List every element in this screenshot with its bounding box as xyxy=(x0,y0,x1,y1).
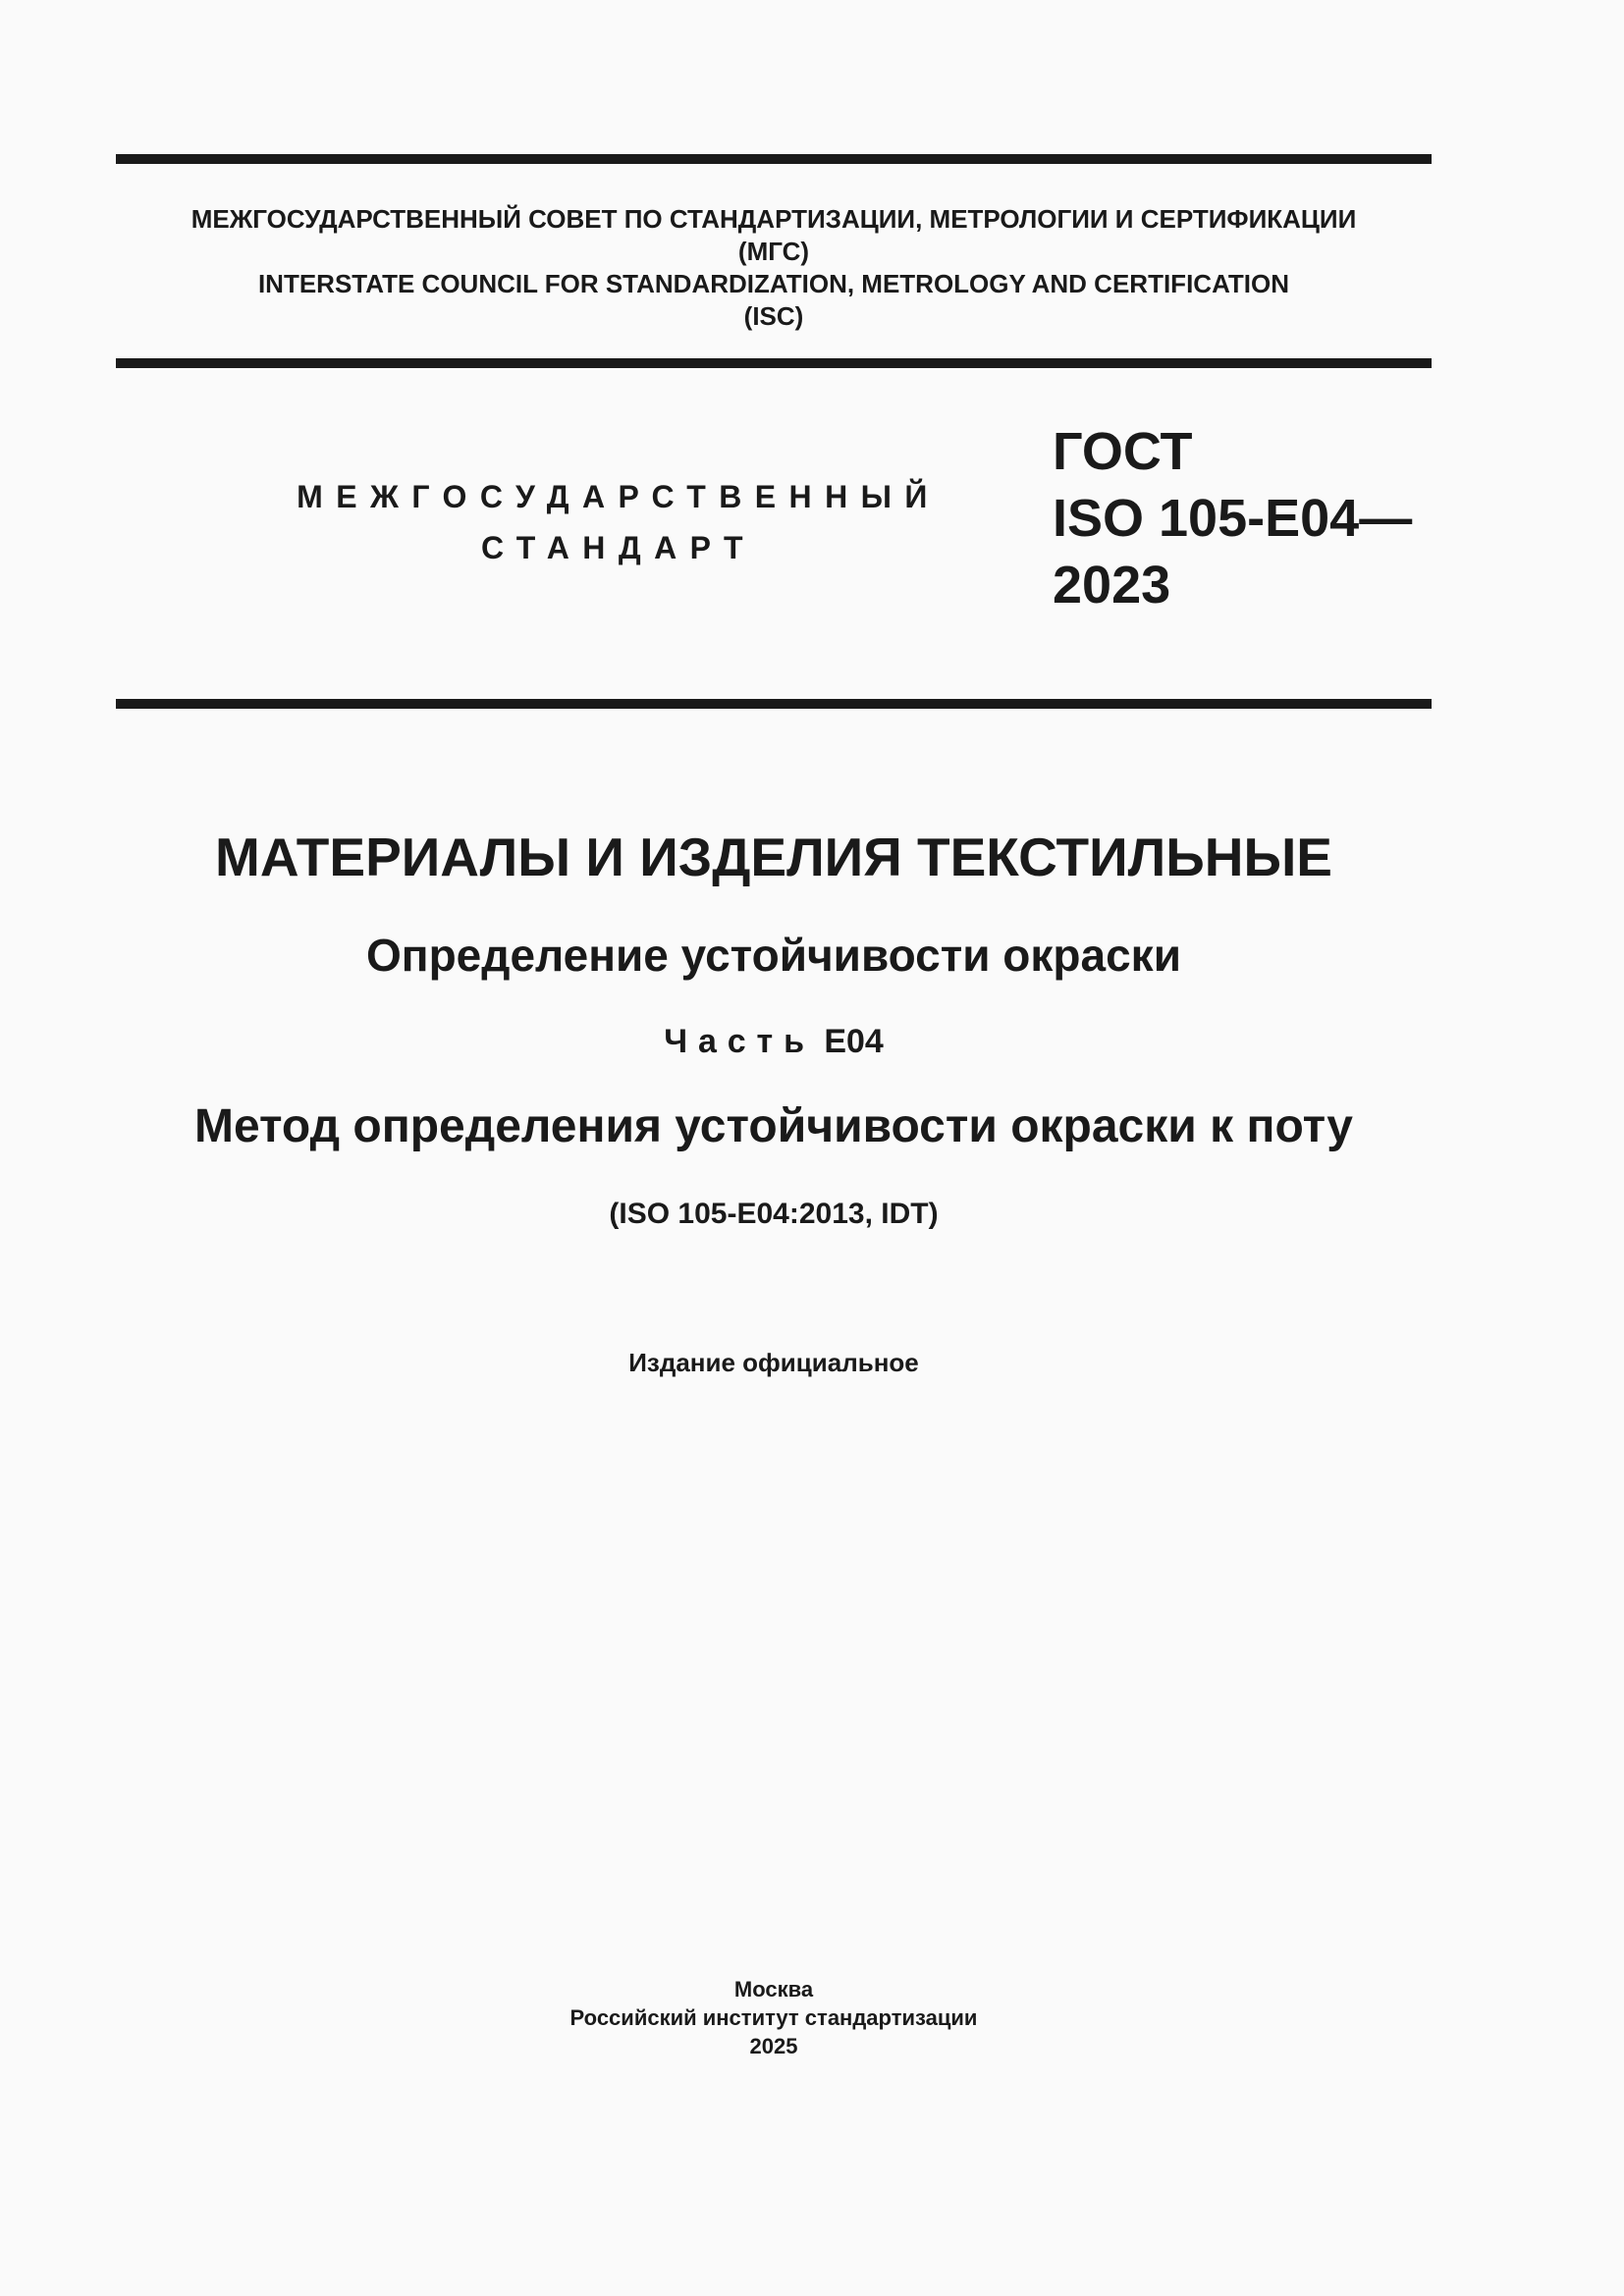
council-name-en: INTERSTATE COUNCIL FOR STANDARDIZATION, METROLOGY AND CERTIFICATION xyxy=(257,269,1290,298)
council-abbr-ru: (МГС) xyxy=(737,237,810,266)
edition-label: Издание официальное xyxy=(628,1348,919,1377)
gost-line3: 2023 xyxy=(1053,556,1171,614)
council-block xyxy=(116,203,1432,333)
part-word: Часть xyxy=(664,1023,815,1060)
document-title: МАТЕРИАЛЫ И ИЗДЕЛИЯ ТЕКСТИЛЬНЫЕ xyxy=(215,827,1332,887)
standard-type-line2: СТАНДАРТ xyxy=(481,530,756,565)
publisher-name: Российский институт стандартизации xyxy=(569,2005,978,2030)
council-abbr-en: (ISC) xyxy=(743,301,804,331)
gost-designation xyxy=(1053,418,1412,618)
top-rule xyxy=(116,154,1432,164)
publication-info xyxy=(116,1975,1432,2060)
gost-line2: ISO 105-E04— xyxy=(1053,489,1413,548)
council-name-ru: МЕЖГОСУДАРСТВЕННЫЙ СОВЕТ ПО СТАНДАРТИЗАЦИИ, МЕТРОЛОГИИ И СЕРТИФИКАЦИИ xyxy=(190,204,1357,234)
document-part xyxy=(116,1021,1432,1062)
iso-reference: (ISO 105-E04:2013, IDT) xyxy=(609,1198,939,1230)
standard-type-line1: МЕЖГОСУДАРСТВЕННЫЙ xyxy=(297,479,941,514)
publication-city: Москва xyxy=(733,1977,814,2002)
header-bottom-rule xyxy=(116,358,1432,368)
standard-type xyxy=(295,471,943,573)
method-title: Метод определения устойчивости окраски к поту xyxy=(194,1100,1353,1152)
designation-bottom-rule xyxy=(116,699,1432,709)
document-subtitle: Определение устойчивости окраски xyxy=(366,930,1181,981)
gost-line1: ГОСТ xyxy=(1053,422,1193,481)
part-code: E04 xyxy=(824,1023,884,1060)
publication-year: 2025 xyxy=(749,2034,798,2058)
